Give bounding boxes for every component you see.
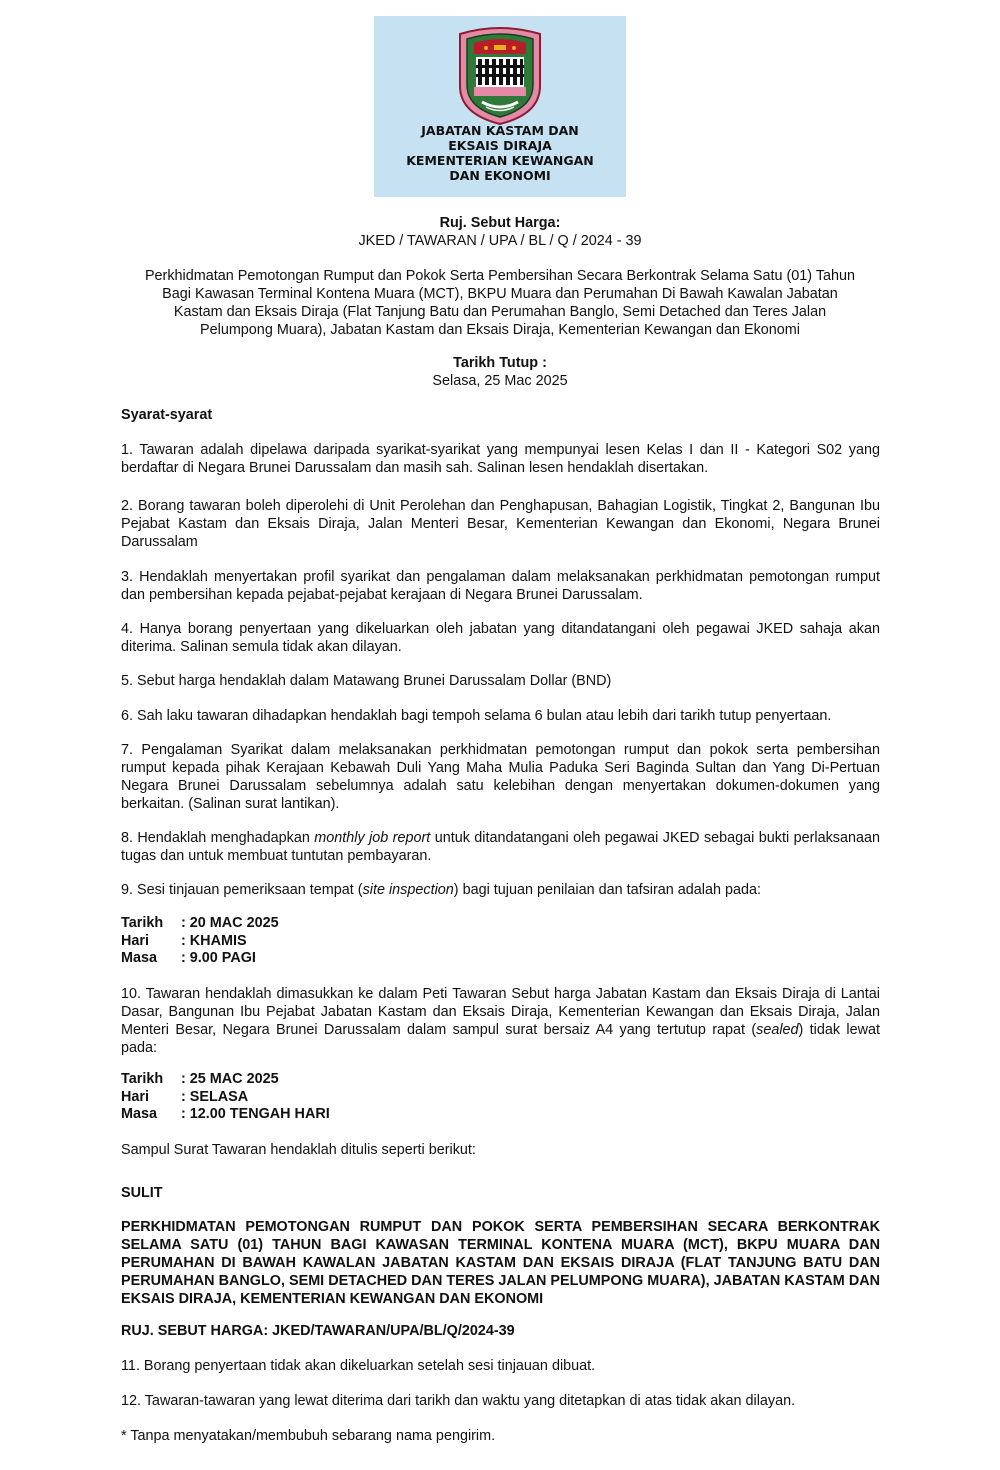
tender-title-line-3: Kastam dan Eksais Diraja (Flat Tanjung Batu dan Perumahan Banglo, Semi Detached dan Teres Jalan	[173, 304, 827, 320]
condition-9	[121, 881, 880, 899]
submission-time-value: : 12.00 TENGAH HARI	[181, 1106, 330, 1122]
inspection-time-value: : 9.00 PAGI	[181, 950, 256, 966]
condition-3: 3. Hendaklah menyertakan profil syarikat dan pengalaman dalam melaksanakan perkhidmatan pemotongan rumput dan pembersihan kepada pejabat-pejabat kerajaan di Negara Brunei Darussalam.	[121, 569, 880, 603]
condition-7: 7. Pengalaman Syarikat dalam melaksanakan perkhidmatan pemotongan rumput dan pokok serta pembersihan rumput kepada pihak Kerajaan Kebawah Duli Yang Maha Mulia Paduka Seri Baginda Sultan dan Yang Di-Pertuan Negara Brunei Darussalam sebelumnya adalah satu kelebihan dengan menyertakan dokumen-dokumen yang berkaitan. (Salinan surat lantikan).	[121, 742, 880, 812]
inspection-day-label: Hari	[121, 932, 149, 949]
condition-8-text-a: 8. Hendaklah menghadapkan	[121, 830, 315, 846]
inspection-date-value: : 20 MAC 2025	[181, 915, 279, 931]
condition-5: 5. Sebut harga hendaklah dalam Matawang Brunei Darussalam Dollar (BND)	[121, 673, 612, 689]
department-line-1: JABATAN KASTAM DAN	[421, 123, 579, 138]
submission-date-value: : 25 MAC 2025	[181, 1071, 279, 1087]
tender-title-line-1: Perkhidmatan Pemotongan Rumput dan Pokok Serta Pembersihan Secara Berkontrak Selama Satu (01) Tahun	[144, 268, 856, 284]
closing-date-value: Selasa, 25 Mac 2025	[432, 373, 568, 389]
condition-4: 4. Hanya borang penyertaan yang dikeluarkan oleh jabatan yang ditandatangani oleh pegawai JKED sahaja akan diterima. Salinan semula tidak akan dilayan.	[121, 621, 880, 655]
envelope-instruction: Sampul Surat Tawaran hendaklah ditulis seperti berikut:	[121, 1142, 476, 1158]
submission-date-label: Tarikh	[121, 1071, 164, 1087]
submission-schedule	[121, 1071, 880, 1124]
condition-2: 2. Borang tawaran boleh diperolehi di Unit Perolehan dan Penghapusan, Bahagian Logistik, Tingkat 2, Bangunan Ibu Pejabat Kastam dan Eksais Diraja, Jalan Menteri Besar, Kementerian Kewangan dan Ekonomi, Negara Brunei Darussalam	[121, 498, 880, 550]
footnote: * Tanpa menyatakan/membubuh sebarang nama pengirim.	[121, 1428, 496, 1444]
condition-8-emphasis: monthly job report	[314, 830, 431, 846]
envelope-classification: SULIT	[121, 1185, 163, 1201]
condition-11: 11. Borang penyertaan tidak akan dikeluarkan setelah sesi tinjauan dibuat.	[121, 1358, 596, 1374]
condition-9-text-b: ) bagi tujuan penilaian dan tafsiran adalah pada:	[453, 882, 762, 898]
envelope-title: PERKHIDMATAN PEMOTONGAN RUMPUT DAN POKOK SERTA PEMBERSIHAN SECARA BERKONTRAK SELAMA SATU (01) TAHUN BAGI KAWASAN TERMINAL KONTENA MUARA (MCT), BKPU MUARA DAN PERUMAHAN DI BAWAH KAWALAN JABATAN KASTAM DAN EKSAIS DIRAJA (FLAT TANJUNG BATU DAN PERUMAHAN BANGLO, SEMI DETACHED DAN TERES JALAN PELUMPONG MUARA), JABATAN KASTAM DAN EKSAIS DIRAJA, KEMENTERIAN KEWANGAN DAN EKONOMI	[121, 1219, 880, 1307]
tender-title	[110, 267, 890, 339]
closing-date-label: Tarikh Tutup :	[453, 355, 547, 371]
inspection-date-label: Tarikh	[121, 915, 164, 931]
inspection-time-row	[121, 950, 880, 968]
submission-time-row	[121, 1106, 880, 1124]
inspection-date-row	[121, 915, 880, 933]
inspection-schedule	[121, 915, 880, 968]
inspection-time-label: Masa	[121, 950, 157, 966]
envelope-reference: RUJ. SEBUT HARGA: JKED/TAWARAN/UPA/BL/Q/2024-39	[121, 1323, 515, 1339]
tender-title-line-2: Bagi Kawasan Terminal Kontena Muara (MCT), BKPU Muara dan Perumahan Di Bawah Kawalan Jabatan	[162, 286, 838, 302]
reference-number: JKED / TAWARAN / UPA / BL / Q / 2024 - 39	[358, 233, 642, 249]
customs-crest-icon	[452, 24, 548, 126]
logo-banner	[374, 16, 626, 197]
condition-12: 12. Tawaran-tawaran yang lewat diterima dari tarikh dan waktu yang ditetapkan di atas tidak akan dilayan.	[121, 1393, 796, 1409]
submission-date-row	[121, 1071, 880, 1089]
condition-8	[121, 829, 880, 865]
conditions-heading: Syarat-syarat	[121, 407, 213, 423]
condition-8-text-b: untuk ditandatangani oleh pegawai JKED sebagai bukti perlaksanaan tugas dan untuk membuat tuntutan pembayaran.	[121, 830, 880, 864]
inspection-day-row	[121, 933, 880, 951]
department-line-3: KEMENTERIAN KEWANGAN	[406, 153, 594, 168]
condition-6: 6. Sah laku tawaran dihadapkan hendaklah bagi tempoh selama 6 bulan atau lebih dari tarikh tutup penyertaan.	[121, 708, 832, 724]
reference-label: Ruj. Sebut Harga:	[439, 215, 561, 231]
condition-10-emphasis: sealed	[756, 1022, 799, 1038]
condition-9-text-a: 9. Sesi tinjauan pemeriksaan tempat (	[121, 882, 363, 898]
condition-10-text-b: ) tidak lewat pada:	[121, 1022, 881, 1056]
condition-10-text-a: 10. Tawaran hendaklah dimasukkan ke dalam Peti Tawaran Sebut harga Jabatan Kastam dan Eksais Diraja di Lantai Dasar, Bangunan Ibu Pejabat Jabatan Kastam dan Eksais Diraja, Kementerian Kewangan dan Eksais Diraja, Jalan Menteri Besar, Negara Brunei Darussalam dalam sampul surat bersaiz A4 yang tertutup rapat (	[121, 986, 880, 1038]
submission-time-label: Masa	[121, 1106, 157, 1122]
submission-day-row	[121, 1089, 880, 1107]
submission-day-value: : SELASA	[181, 1088, 249, 1105]
condition-10	[121, 985, 880, 1057]
condition-1: 1. Tawaran adalah dipelawa daripada syarikat-syarikat yang mempunyai lesen Kelas I dan II - Kategori S02 yang berdaftar di Negara Brunei Darussalam dan masih sah. Salinan lesen hendaklah disertakan.	[121, 442, 880, 476]
condition-9-emphasis: site inspection	[362, 882, 454, 898]
tender-title-line-4: Pelumpong Muara), Jabatan Kastam dan Eksais Diraja, Kementerian Kewangan dan Ekonomi	[200, 322, 800, 338]
department-name	[374, 123, 626, 183]
department-line-2: EKSAIS DIRAJA	[448, 138, 552, 153]
inspection-day-value: : KHAMIS	[181, 932, 247, 949]
department-line-4: DAN EKONOMI	[449, 168, 551, 183]
submission-day-label: Hari	[121, 1088, 149, 1105]
